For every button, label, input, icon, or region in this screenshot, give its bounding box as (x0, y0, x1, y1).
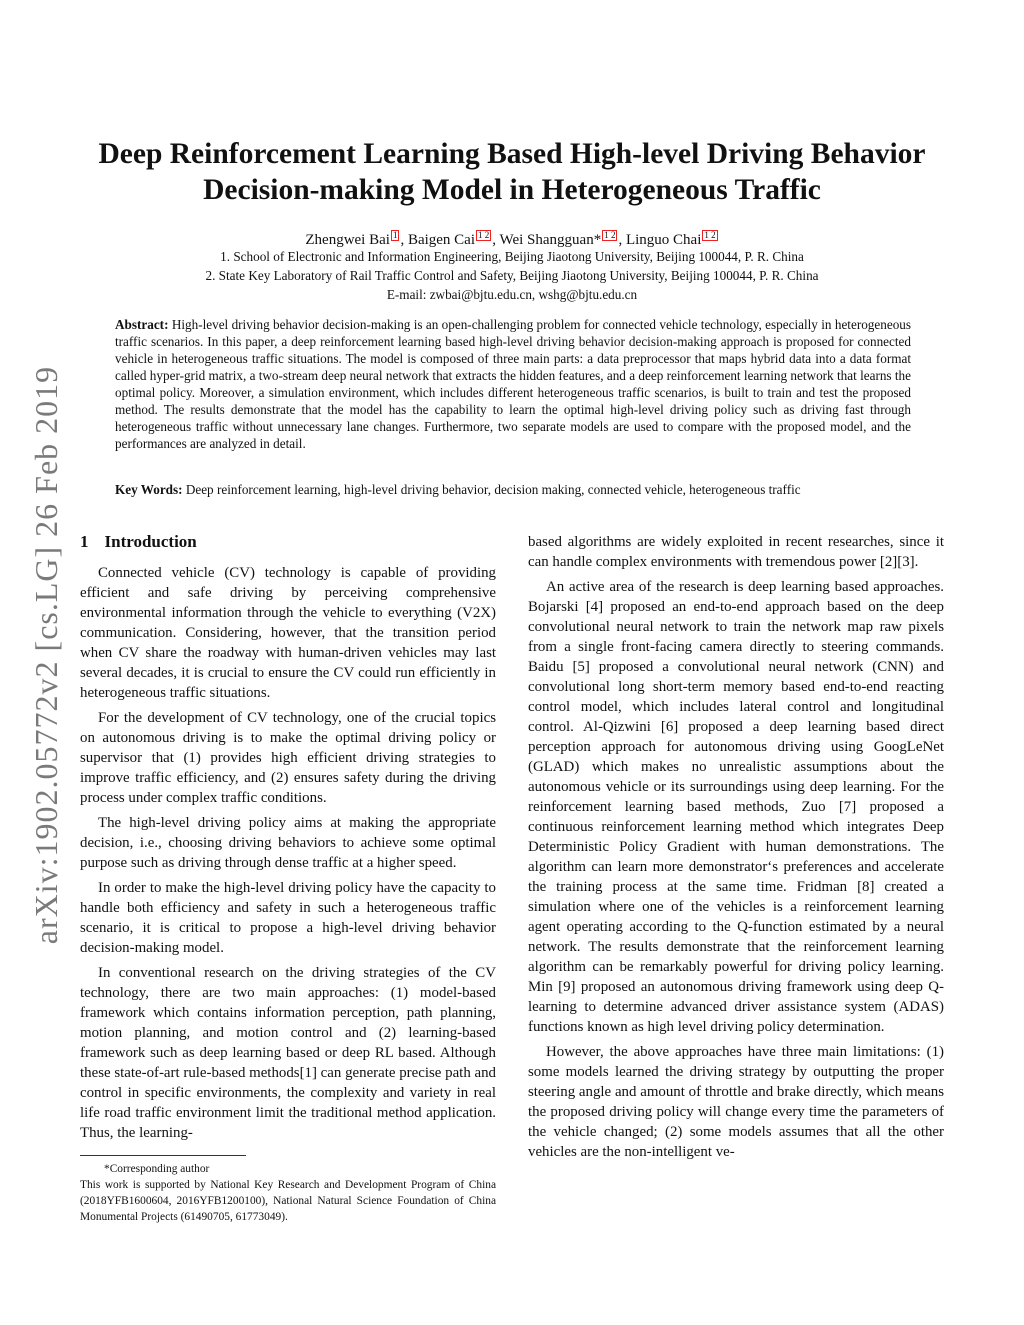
contact-email: E-mail: zwbai@bjtu.edu.cn, wshg@bjtu.edu.cn (386, 287, 638, 302)
keywords (115, 481, 911, 498)
affiliation-1: 1. School of Electronic and Information Engineering, Beijing Jiaotong University, Beijing 100044, P. R. China (220, 249, 804, 264)
author-2-affil-link[interactable]: 1 2 (478, 230, 490, 240)
abstract-label: Abstract: (115, 317, 169, 332)
arxiv-identifier-text: arXiv:1902.05772v2 [cs.LG] 26 Feb 2019 (28, 365, 64, 945)
affiliation-2: 2. State Key Laboratory of Rail Traffic Control and Safety, Beijing Jiaotong University, Beijing 100044, P. R. China (205, 268, 819, 283)
title-line-2: Decision-making Model in Heterogeneous Traffic (203, 174, 821, 206)
author-3-affil-link[interactable]: 1 2 (604, 230, 616, 240)
author-3: Wei Shangguan* (499, 232, 602, 248)
keywords-text: Deep reinforcement learning, high-level driving behavior, decision making, connected vehicle, heterogeneous traffic (185, 482, 801, 497)
author-list: Zhengwei Bai $^1$ , Baigen Cai $^{1 2}$ , Wei Shangguan* $^{1 2}$ , Linguo Chai $^{1 2}$ (80, 225, 944, 250)
right-column (528, 532, 944, 1167)
section-heading-introduction (80, 531, 496, 553)
abstract (115, 316, 911, 452)
arxiv-identifier (8, 360, 84, 950)
section-title: Introduction (104, 532, 197, 551)
affiliations (80, 247, 944, 304)
keywords-label: Key Words: (115, 482, 183, 497)
title-line-1: Deep Reinforcement Learning Based High-level Driving Behavior (98, 138, 926, 170)
footnotes (80, 1161, 496, 1225)
section-number: 1 (80, 532, 89, 551)
paragraph: In conventional research on the driving strategies of the CV technology, there are two main approaches: (1) model-based framework which contains information perception, path planning, motion planning, and motion control and (2) learning-based framework such as deep learning based or deep RL based. Although these state-of-art rule-based methods[1] can generate precise path and control in specific environments, the complexity and variety in real life road traffic environment limit the traditional method application. Thus, the learning- (80, 965, 496, 1141)
author-1-affil-link[interactable]: 1 (392, 230, 398, 240)
funding-note: This work is supported by National Key Research and Development Program of China (2018YFB1600604, 2016YFB1200100), National Natural Science Foundation of China Monumental Projects (61490705, 61773049). (80, 1179, 496, 1223)
paper-title (80, 136, 944, 208)
abstract-text: High-level driving behavior decision-making is an open-challenging problem for connected vehicle technology, especially in heterogeneous traffic scenarios. In this paper, a deep reinforcement learning based high-level driving behavior decision-making approach is proposed for connected vehicle in heterogeneous traffic situations. The model is composed of three main parts: a data preprocessor that maps hybrid data into a data format called hyper-grid matrix, a two-stream deep neural network that extracts the hidden features, and a deep reinforcement learning network that learns the optimal policy. Moreover, a simulation environment, which includes different heterogeneous traffic scenarios, is built to train and test the proposed method. The results demonstrate that the model has the capability to learn the optimal high-level driving policy such as driving fast through heterogeneous traffic without unnecessary lane changes. Furthermore, two separate models are used to compare with the proposed model, and the performances are analyzed in detail. (115, 317, 912, 451)
paragraph: based algorithms are widely exploited in recent researches, since it can handle complex environments with tremendous power [2][3]. (528, 534, 944, 570)
paragraph: For the development of CV technology, one of the crucial topics on autonomous driving is to make the optimal driving policy or supervisor that (1) provides high efficient driving strategies to improve traffic efficiency, and (2) ensures safety during the driving process under complex traffic conditions. (80, 710, 496, 806)
author-1: Zhengwei Bai (305, 232, 390, 248)
author-4: Linguo Chai (625, 232, 702, 248)
paragraph: The high-level driving policy aims at making the appropriate decision, i.e., choosing driving behaviors to achieve some optimal purpose such as driving through dense traffic at a higher speed. (80, 815, 496, 871)
paragraph: In order to make the high-level driving policy have the capacity to handle both efficiency and safety in such a heterogeneous traffic scenario, it is critical to propose a high-level driving behavior decision-making model. (80, 880, 496, 956)
author-2: Baigen Cai (407, 232, 476, 248)
author-4-affil-link[interactable]: 1 2 (704, 230, 716, 240)
corresponding-author-note: *Corresponding author (104, 1163, 210, 1175)
left-column (80, 531, 496, 1148)
paragraph: An active area of the research is deep learning based approaches. Bojarski [4] proposed an end-to-end approach based on the deep convolutional neural network to train the network map raw pixels from a single front-facing camera directly to steering commands. Baidu [5] proposed a convolutional neural network (CNN) and convolutional long short-term memory based end-to-end reacting control model, which includes lateral control and longitudinal control. Al-Qizwini [6] proposed a deep learning based direct perception approach for autonomous driving using GoogLeNet (GLAD) which makes no unrealistic assumptions about the autonomous vehicle or its surroundings using deep learning. For the reinforcement learning based methods, Zuo [7] proposed a continuous reinforcement learning method which integrates Deep Deterministic Policy Gradient with human demonstrations. The algorithm can learn more demonstrator‘s preferences and accelerate the training process at the same time. Fridman [8] created a simulation where one of the vehicles is a reinforcement learning agent operating according to the Q-function estimated by a neural network. The results demonstrate that the reinforcement learning algorithm can be remarkably powerful for driving policy learning. Min [9] proposed an autonomous driving framework using deep Q-learning to determine advanced driver assistance system (ADAS) functions known as high level driving policy determination. (528, 579, 944, 1035)
paragraph: However, the above approaches have three main limitations: (1) some models learned the driving strategy by outputting the proper steering angle and amount of throttle and brake directly, which means the proposed driving policy will change every time the parameters of the vehicle changed; (2) some models assumes that all the other vehicles are the non-intelligent ve- (528, 1044, 944, 1160)
paragraph: Connected vehicle (CV) technology is capable of providing efficient and safe driving by perceiving comprehensive environmental information through the vehicle to everything (V2X) communication. Considering, however, that the transition period when CV share the roadway with human-driven vehicles may last several decades, it is crucial to ensure the CV could run efficiently in heterogeneous traffic situations. (80, 565, 496, 701)
footnote-divider (80, 1155, 246, 1156)
